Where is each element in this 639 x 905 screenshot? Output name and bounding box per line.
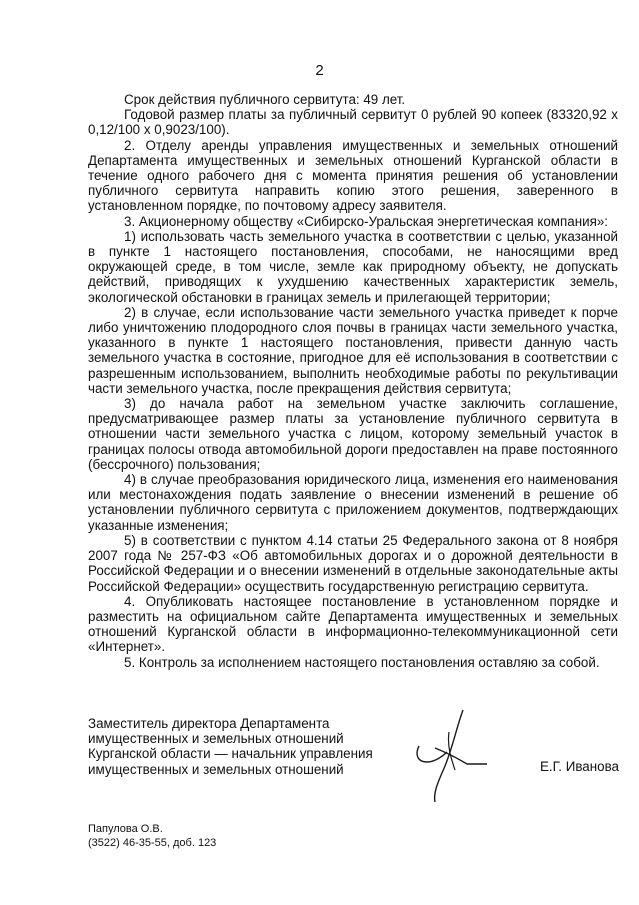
- signatory-title-line: имущественных и земельных отношений: [88, 731, 344, 747]
- paragraph-item-3-4: 4) в случае преобразования юридического лица, изменения его наименования или местонахождения подать заявление о внесении изменений в решение об установлении публичного сервитута с приложением документов, подтверждающих указанные изменения;: [88, 472, 618, 533]
- paragraph-item-2: 2. Отделу аренды управления имущественных и земельных отношений Департамента имущественных и земельных отношений Курганской области в течение одного рабочего дня с момента принятия решения об установлении публичного сервитута направить копию этого решения, заверенного в установленном порядке, по почтовому адресу заявителя.: [88, 137, 618, 214]
- executor-info: [88, 822, 216, 850]
- handwritten-signature: [405, 706, 495, 806]
- paragraph-annual-fee: Годовой размер платы за публичный сервитут 0 рублей 90 копеек (83320,92 х 0,12/100 х 0,9023/100).: [88, 107, 618, 138]
- paragraph-item-3-5: 5) в соответствии с пунктом 4.14 статьи 25 Федерального закона от 8 ноября 2007 года № 257-ФЗ «Об автомобильных дорогах и о дорожной деятельности в Российской Федерации и о внесении изменений в отдельные законодательные акты Российской Федерации» осуществить государственную регистрацию сервитута.: [88, 532, 618, 594]
- document-body: [88, 92, 618, 670]
- executor-phone: (3522) 46-35-55, доб. 123: [88, 837, 217, 849]
- paragraph-item-3-1: 1) использовать часть земельного участка в соответствии с целью, указанной в пункте 1 настоящего постановления, способами, не наносящими вред окружающей среде, в том числе, земле как природному объекту, не допускать действий, приводящих к ухудшению качественных характеристик земель, экологической обстановки в границах земель и прилегающей территории;: [88, 228, 618, 305]
- paragraph-servitude-term: Срок действия публичного сервитута: 49 лет.: [124, 92, 406, 107]
- paragraph-item-5: 5. Контроль за исполнением настоящего постановления оставляю за собой.: [124, 654, 600, 670]
- paragraph-item-3: 3. Акционерному обществу «Сибирско-Уральская энергетическая компания»:: [124, 213, 609, 229]
- signatory-title-line: Курганской области — начальник управления: [88, 746, 373, 762]
- signer-name: Е.Г. Иванова: [540, 759, 619, 774]
- executor-name: Папулова О.В.: [88, 823, 163, 835]
- paragraph-item-3-2: 2) в случае, если использование части земельного участка приведет к порче либо уничтожению плодородного слоя почвы в границах части земельного участка, указанного в пункте 1 настоящего постановления, привести данную часть земельного участка в состояние, пригодное для её использования в соответствии с разрешенным использованием, выполнить необходимые работы по рекультивации части земельного участка, после прекращения действия сервитута;: [88, 304, 618, 396]
- signatory-title-line: Заместитель директора Департамента: [88, 716, 330, 731]
- signatory-title-line: имущественных и земельных отношений: [88, 761, 344, 777]
- page-number: 2: [315, 62, 324, 79]
- signatory-title: [88, 716, 388, 777]
- paragraph-item-4: 4. Опубликовать настоящее постановление в установленном порядке и разместить на официальном сайте Департамента имущественных и земельных отношений Курганской области в информационно-телекоммуникационной сети «Интернет».: [88, 593, 618, 655]
- paragraph-item-3-3: 3) до начала работ на земельном участке заключить соглашение, предусматривающее размер платы за установление публичного сервитута в отношении части земельного участка с лицом, которому земельный участок в границах полосы отвода автомобильной дороги предоставлен на праве постоянного (бессрочного) пользования;: [88, 396, 618, 472]
